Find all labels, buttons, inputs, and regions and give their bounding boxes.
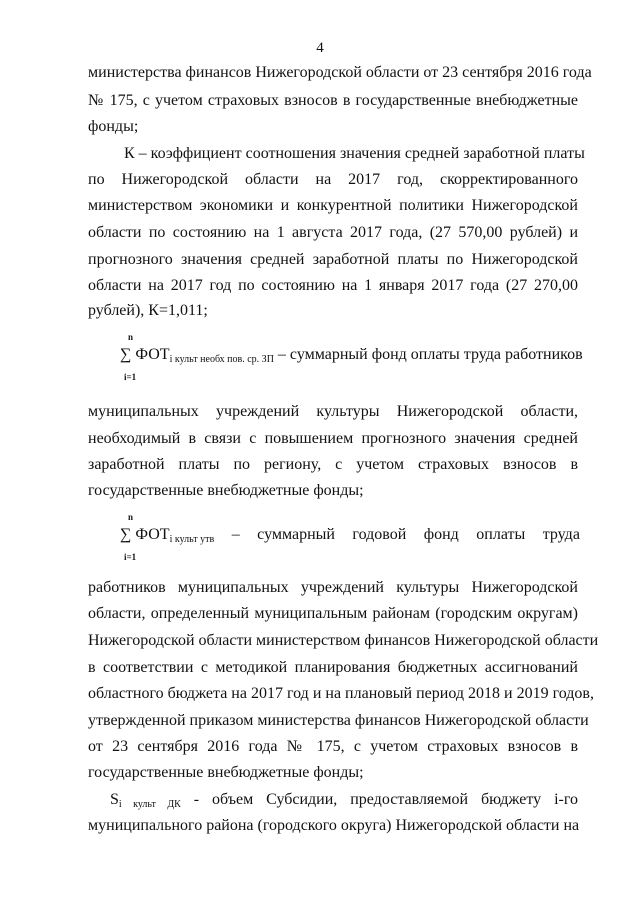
sum-upper-limit: n [128,332,134,342]
sum-symbol: ∑ ФОТ [120,346,170,363]
paragraph-line: К – коэффициент соотношения значения средней заработной платы [124,145,585,162]
sum-row [120,346,583,365]
s-definition-line [110,790,578,812]
paragraph-line: рублей), К=1,011; [88,302,208,319]
paragraph-line: работников муниципальных учреждений культуры Нижегородской [88,579,578,596]
paragraph-line: министерством экономики и конкурентной политики Нижегородской [88,197,578,214]
sum-head [120,526,214,544]
sum-word: фонд [423,526,459,543]
sum-lower-limit: i=1 [124,372,137,382]
paragraph-line: прогнозного значения средней заработной платы по Нижегородской [88,251,578,268]
paragraph-line: по Нижегородской области на 2017 год, скорректированного [88,171,578,188]
sum-text: – суммарный фонд оплаты труда работников [273,346,583,363]
sum-upper-limit: n [128,512,134,522]
sum-formula-1 [120,332,590,384]
sum-row [120,526,580,544]
s-subscript: i культ ДК [118,799,181,810]
sum-lower-limit: i=1 [124,552,137,562]
sum-subscript: i культ необх пов. ср. ЗП [169,354,274,365]
paragraph-line: областного бюджета на 2017 год и на плановый период 2018 и 2019 годов, [88,685,594,702]
s-symbol: S [110,791,119,808]
paragraph-line: № 175, с учетом страховых взносов в государственные внебюджетные [88,92,578,109]
paragraph-line: необходимый в связи с повышением прогнозного значения средней [88,430,578,447]
paragraph-line: утвержденной приказом министерства финансов Нижегородской области [88,712,589,729]
paragraph-line: от 23 сентября 2016 года № 175, с учетом страховых взносов в [88,738,578,755]
paragraph-line: муниципальных учреждений культуры Нижегородской области, [88,403,578,420]
page-number: 4 [316,40,324,56]
paragraph-line: государственные внебюджетные фонды; [88,482,364,499]
paragraph-line: заработной платы по региону, с учетом страховых взносов в [88,456,578,473]
s-text: - объем Субсидии, предоставляемой бюджету i-го [180,791,578,808]
paragraph-line: фонды; [88,118,139,135]
sum-word: – [231,526,240,543]
sum-formula-2 [120,512,590,564]
sum-word: оплаты [476,526,526,543]
sum-symbol: ∑ ФОТ [120,526,170,543]
paragraph-line: министерства финансов Нижегородской области от 23 сентября 2016 года [88,64,592,81]
paragraph-line: области, определенный муниципальным районам (городским округам) [88,605,578,622]
paragraph-line: государственные внебюджетные фонды; [88,764,364,781]
sum-subscript: i культ утв [169,534,215,545]
sum-word: годовой [352,526,407,543]
sum-word: труда [542,526,580,543]
paragraph-line: области по состоянию на 1 августа 2017 года, (27 570,00 рублей) и [88,224,578,241]
paragraph-line: в соответствии с методикой планирования бюджетных ассигнований [88,659,578,676]
sum-word: суммарный [257,526,335,543]
paragraph-line: области на 2017 год по состоянию на 1 января 2017 года (27 270,00 [88,277,578,294]
paragraph-line: Нижегородской области министерством финансов Нижегородской области [88,632,599,649]
paragraph-line: муниципального района (городского округа) Нижегородской области на [88,817,580,834]
